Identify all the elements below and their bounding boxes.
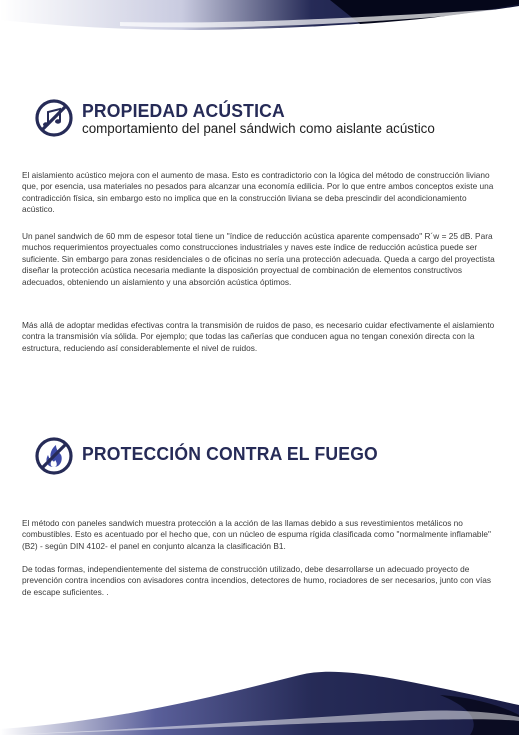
fire-paragraph-2: De todas formas, independientemente del sistema de construcción utilizado, debe desarrollarse un adecuado proyecto de prevención contra incendios con avisadores contra incendios, detectores de humo, rociadores de ser necesarios, junto con vías de escape suficientes. . bbox=[22, 564, 492, 597]
no-fire-icon bbox=[34, 436, 74, 476]
acoustic-header bbox=[34, 98, 504, 140]
acoustic-title: PROPIEDAD ACÚSTICA bbox=[82, 100, 285, 121]
fire-header bbox=[34, 436, 504, 478]
acoustic-paragraph-1: El aislamiento acústico mejora con el aumento de masa. Esto es contradictorio con la lógica del método de construcción liviano que, por esencia, usa materiales no pesados para alcanzar una economía edilicia. Por lo que entre ambos conceptos existe una contradicción física, sin embargo esto no implica que en la construcción liviana se deba prescindir del acondicionamiento acústico. bbox=[22, 170, 494, 215]
acoustic-subtitle: comportamiento del panel sándwich como aislante acústico bbox=[82, 121, 435, 136]
acoustic-paragraph-2: Un panel sandwich de 60 mm de espesor total tiene un "índice de reducción acústica aparente compensado" R´w = 25 dB. Para muchos requerimientos proyectuales como construcciones industriales y naves este índice de reducción acústica puede ser suficiente. Sin embargo para zonas residenciales o de oficinas no sería una protección adecuada. Queda a cargo del proyectista diseñar la protección acústica necesaria mediante la disposición proyectual de combinación de elementos constructivos adecuados, obteniendo un aislamiento y una absorción acústica óptimos. bbox=[22, 231, 495, 287]
fire-paragraph-1: El método con paneles sandwich muestra protección a la acción de las llamas debido a sus revestimientos metálicos no combustibles. Esto es acentuado por el hecho que, con un núcleo de espuma rígida clasificada como "normalmente inflamable" (B2) - según DIN 4102- el panel en conjunto alcanza la clasificación B1. bbox=[22, 518, 491, 551]
top-decoration bbox=[0, 0, 519, 40]
acoustic-paragraph-3: Más allá de adoptar medidas efectivas contra la transmisión de ruidos de paso, es necesario cuidar efectivamente el aislamiento contra la transmisión vía sólida. Por ejemplo; que todas las cañerías que conducen agua no tengan conexión directa con la estructura, reduciendo así considerablemente el nivel de ruidos. bbox=[22, 320, 495, 353]
fire-title: PROTECCIÓN CONTRA EL FUEGO bbox=[82, 443, 378, 464]
bottom-decoration bbox=[0, 655, 519, 735]
no-music-notes-icon bbox=[34, 98, 74, 138]
